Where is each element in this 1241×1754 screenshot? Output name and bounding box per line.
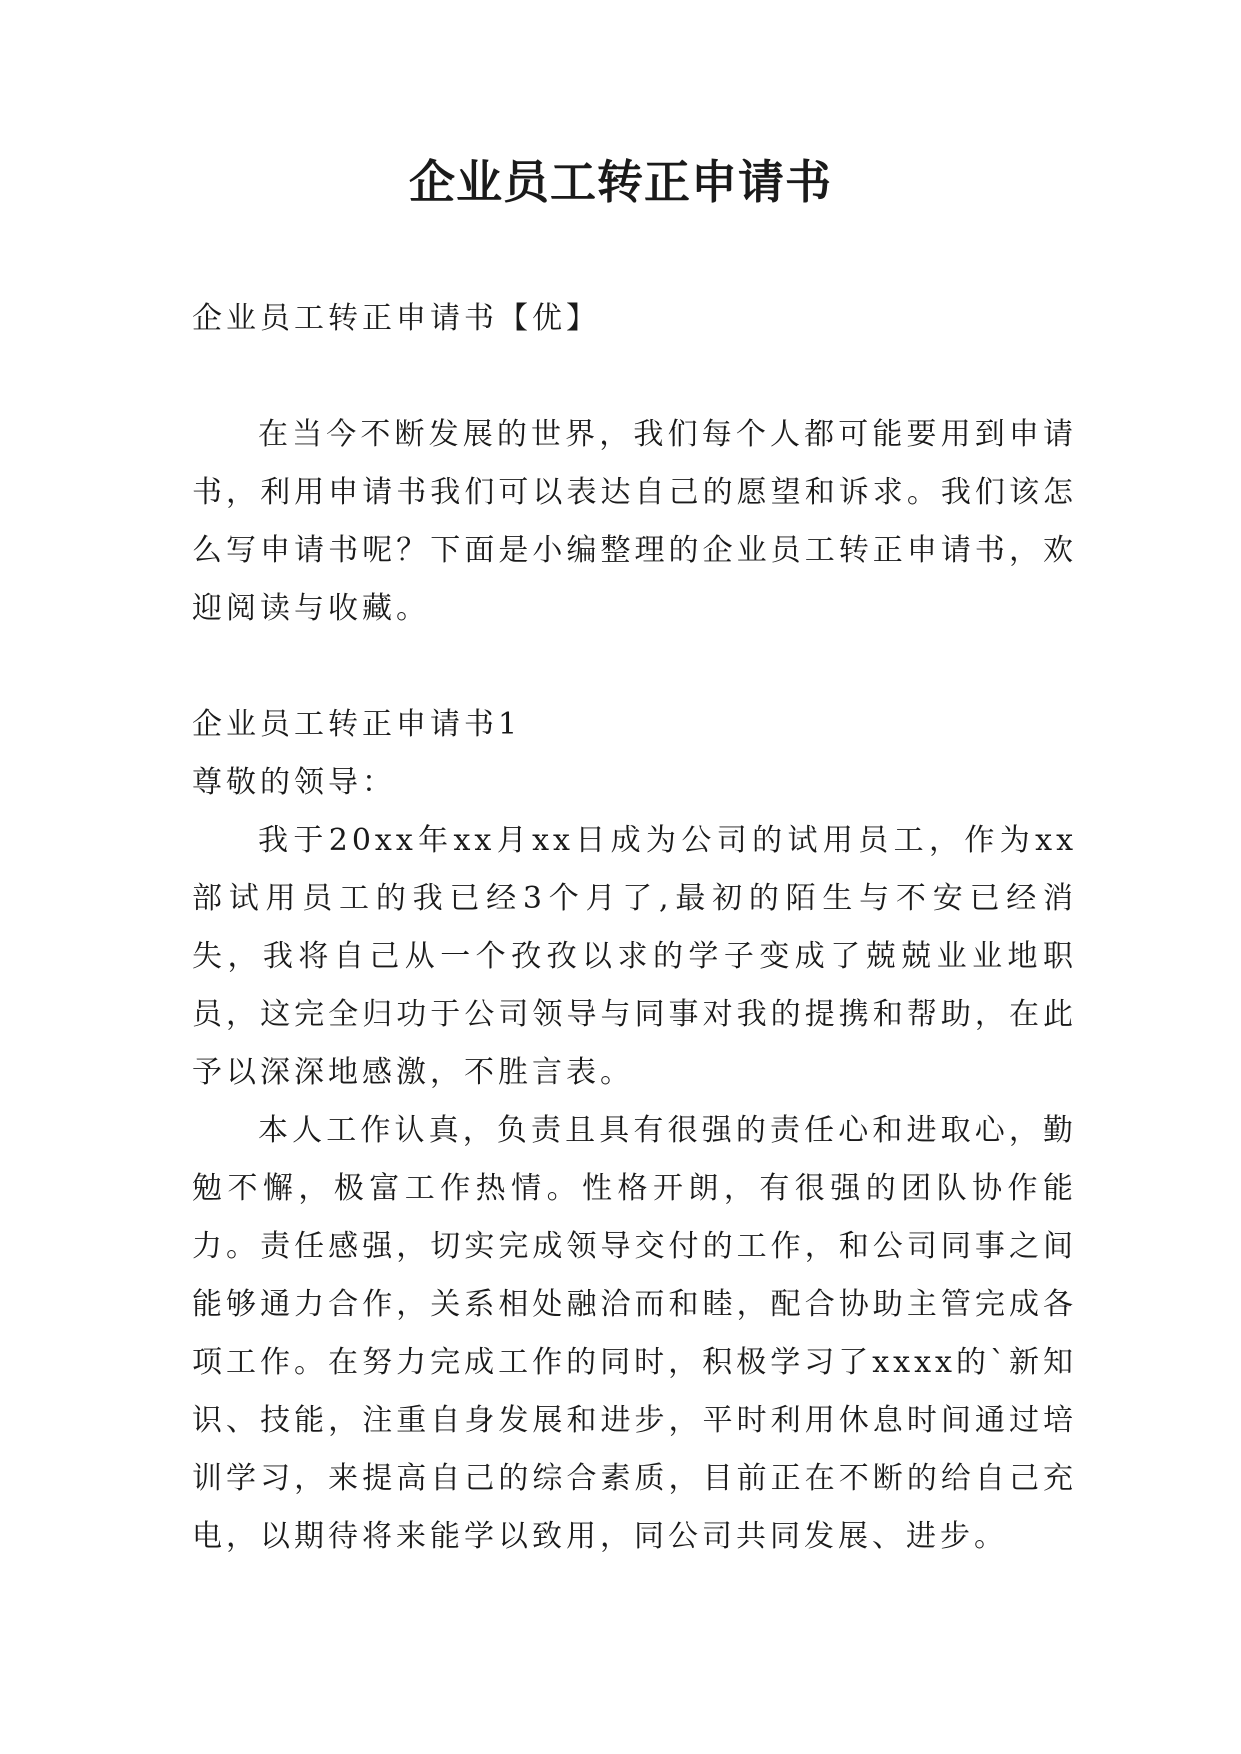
document-subtitle: 企业员工转正申请书【优】 — [192, 301, 600, 336]
document-title: 企业员工转正申请书 — [409, 155, 832, 209]
intro-paragraph: 在当今不断发展的世界，我们每个人都可能要用到申请书，利用申请书我们可以表达自己的愿望和诉求。我们该怎么写申请书呢？下面是小编整理的企业员工转正申请书，欢迎阅读与收藏。 — [192, 417, 1077, 626]
body-paragraph-2: 本人工作认真，负责且具有很强的责任心和进取心，勤勉不懈，极富工作热情。性格开朗，有很强的团队协作能力。责任感强，切实完成领导交付的工作，和公司同事之间能够通力合作，关系相处融洽而和睦，配合协助主管完成各项工作。在努力完成工作的同时，积极学习了xxxx的`新知识、技能，注重自身发展和进步，平时利用休息时间通过培训学习，来提高自己的综合素质，目前正在不断的给自己充电，以期待将来能学以致用，同公司共同发展、进步。 — [192, 1113, 1077, 1554]
salutation: 尊敬的领导： — [192, 765, 396, 800]
body-paragraph-1: 我于20xx年xx月xx日成为公司的试用员工，作为xx部试用员工的我已经3个月了,最初的陌生与不安已经消失，我将自己从一个孜孜以求的学子变成了兢兢业业地职员，这完全归功于公司领导与同事对我的提携和帮助，在此予以深深地感激，不胜言表。 — [192, 823, 1077, 1090]
section-heading: 企业员工转正申请书1 — [192, 707, 522, 742]
